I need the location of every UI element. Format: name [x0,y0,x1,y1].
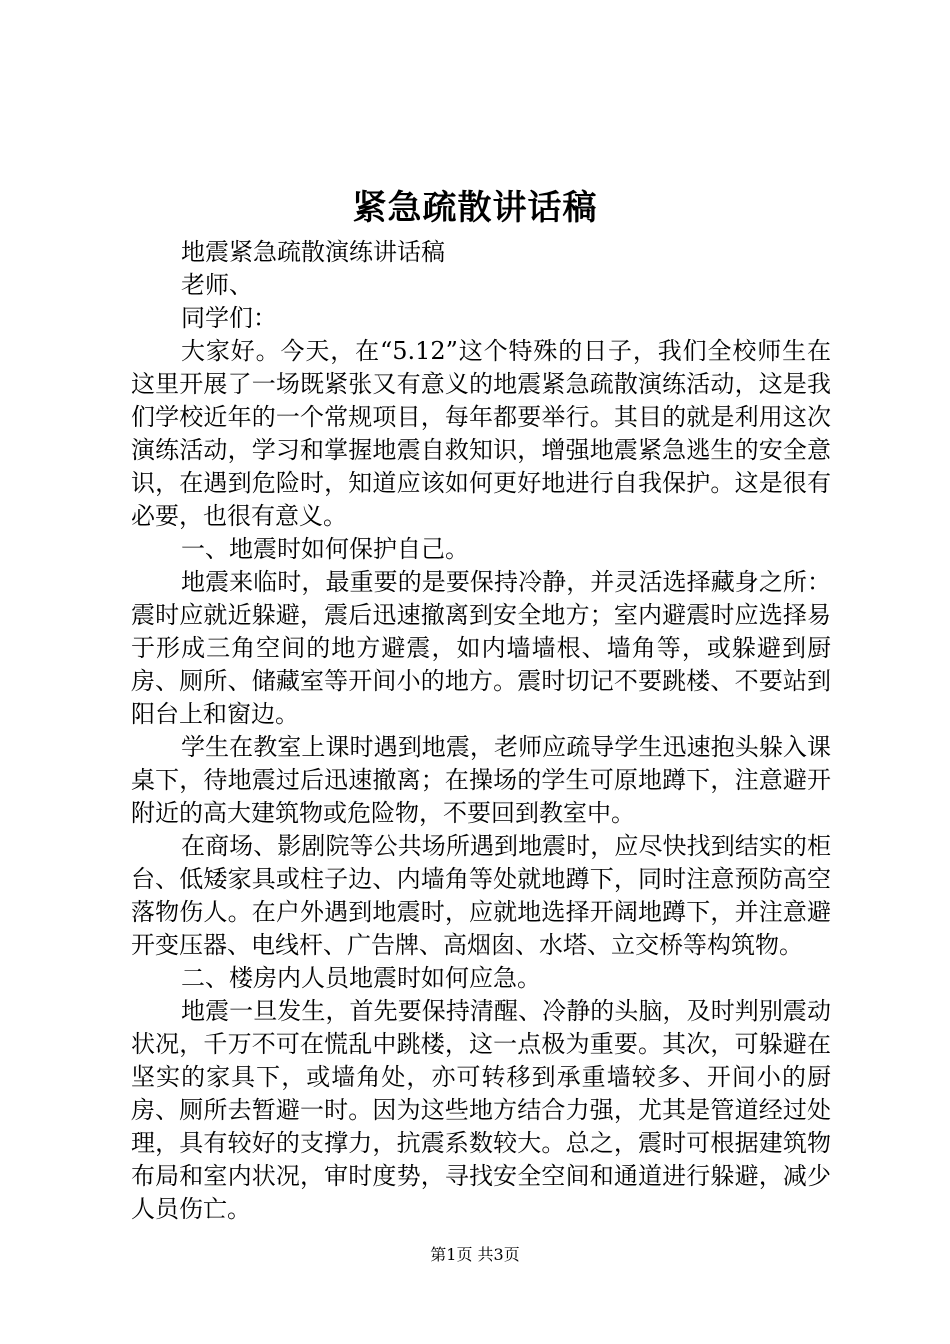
section-heading-1: 一、地震时如何保护自己。 [181,535,469,563]
paragraph-salutation-students: 同学们： [181,304,277,332]
paragraph-salutation-teachers: 老师、 [181,271,253,299]
paragraph-intro: 大家好。今天，在“5.12”这个特殊的日子，我们全校师生在这里开展了一场既紧张又有意义的地震紧急疏散演练活动，这是我们学校近年的一个常规项目，每年都要举行。其目的就是利用这次演练活动，学习和掌握地震自救知识，增强地震紧急逃生的安全意识，在遇到危险时，知道应该如何更好地进行自我保护。这是很有必要，也很有意义。 [131,337,831,530]
paragraph-body: 地震来临时，最重要的是要保持冷静，并灵活选择藏身之所：震时应就近躲避，震后迅速撤离到安全地方；室内避震时应选择易于形成三角空间的地方避震，如内墙墙根、墙角等，或躲避到厨房、厕所、储藏室等开间小的地方。震时切记不要跳楼、不要站到阳台上和窗边。 [131,568,831,728]
section-heading-2: 二、楼房内人员地震时如何应急。 [181,964,541,992]
page-number-footer: 第1页 共3页 [430,1245,520,1264]
document-body [131,236,831,1226]
document-title: 紧急疏散讲话稿 [352,188,598,228]
paragraph-subtitle: 地震紧急疏散演练讲话稿 [181,238,445,266]
paragraph-body: 地震一旦发生，首先要保持清醒、冷静的头脑，及时判别震动状况，千万不可在慌乱中跳楼，这一点极为重要。其次，可躲避在坚实的家具下，或墙角处，亦可转移到承重墙较多、开间小的厨房、厕所去暂避一时。因为这些地方结合力强，尤其是管道经过处理，具有较好的支撑力，抗震系数较大。总之，震时可根据建筑物布局和室内状况，审时度势，寻找安全空间和通道进行躲避，减少人员伤亡。 [131,997,831,1223]
paragraph-body: 在商场、影剧院等公共场所遇到地震时，应尽快找到结实的柜台、低矮家具或柱子边、内墙角等处就地蹲下，同时注意预防高空落物伤人。在户外遇到地震时，应就地选择开阔地蹲下，并注意避开变压器、电线杆、广告牌、高烟囱、水塔、立交桥等构筑物。 [131,832,831,959]
paragraph-body: 学生在教室上课时遇到地震，老师应疏导学生迅速抱头躲入课桌下，待地震过后迅速撤离；在操场的学生可原地蹲下，注意避开附近的高大建筑物或危险物，不要回到教室中。 [131,733,831,827]
